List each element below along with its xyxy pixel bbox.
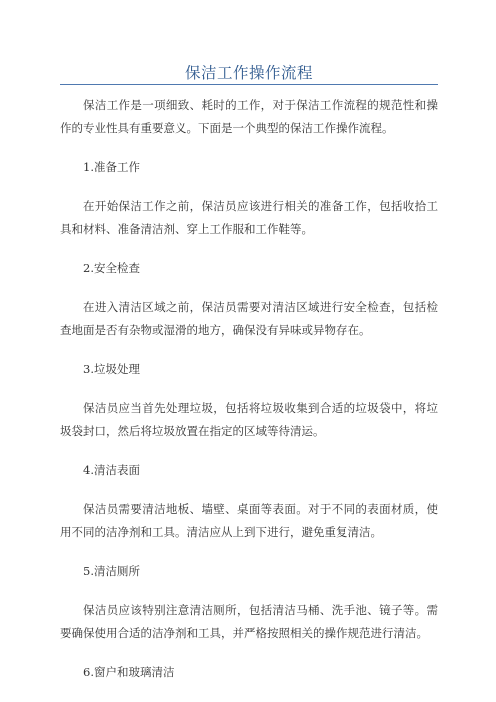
document-title: 保洁工作操作流程 xyxy=(184,64,313,82)
section-heading-toilet: 5.清洁厕所 xyxy=(83,564,140,579)
document-body xyxy=(60,94,438,701)
section-heading-safety-check: 2.安全检查 xyxy=(83,260,140,275)
section-heading-surface: 4.清洁表面 xyxy=(83,463,140,478)
section-heading-garbage: 3.垃圾处理 xyxy=(83,361,140,376)
section-text-surface: 保洁员需要清洁地板、墙壁、桌面等表面。对于不同的表面材质，使用不同的洁净剂和工具。清洁应从上到下进行，避免重复清洁。 xyxy=(60,502,438,539)
section-heading-preparation: 1.准备工作 xyxy=(83,159,140,174)
section-text-toilet: 保洁员应该特别注意清洁厕所，包括清洁马桶、洗手池、镜子等。需要确保使用合适的洁净剂和工具，并严格按照相关的操作规范进行清洁。 xyxy=(60,603,438,640)
intro-paragraph: 保洁工作是一项细致、耗时的工作，对于保洁工作流程的规范性和操作的专业性具有重要意义。下面是一个典型的保洁工作操作流程。 xyxy=(60,98,438,135)
section-text-garbage: 保洁员应当首先处理垃圾，包括将垃圾收集到合适的垃圾袋中，将垃圾袋封口，然后将垃圾放置在指定的区域等待清运。 xyxy=(60,401,438,438)
section-heading-windows: 6.窗户和玻璃清洁 xyxy=(83,665,175,680)
title-underline xyxy=(60,84,438,85)
section-text-preparation: 在开始保洁工作之前，保洁员应该进行相关的准备工作，包括收拾工具和材料、准备清洁剂、穿上工作服和工作鞋等。 xyxy=(60,199,438,236)
section-text-safety-check: 在进入清洁区域之前，保洁员需要对清洁区域进行安全检查，包括检查地面是否有杂物或湿滑的地方，确保没有异味或异物存在。 xyxy=(60,300,438,337)
